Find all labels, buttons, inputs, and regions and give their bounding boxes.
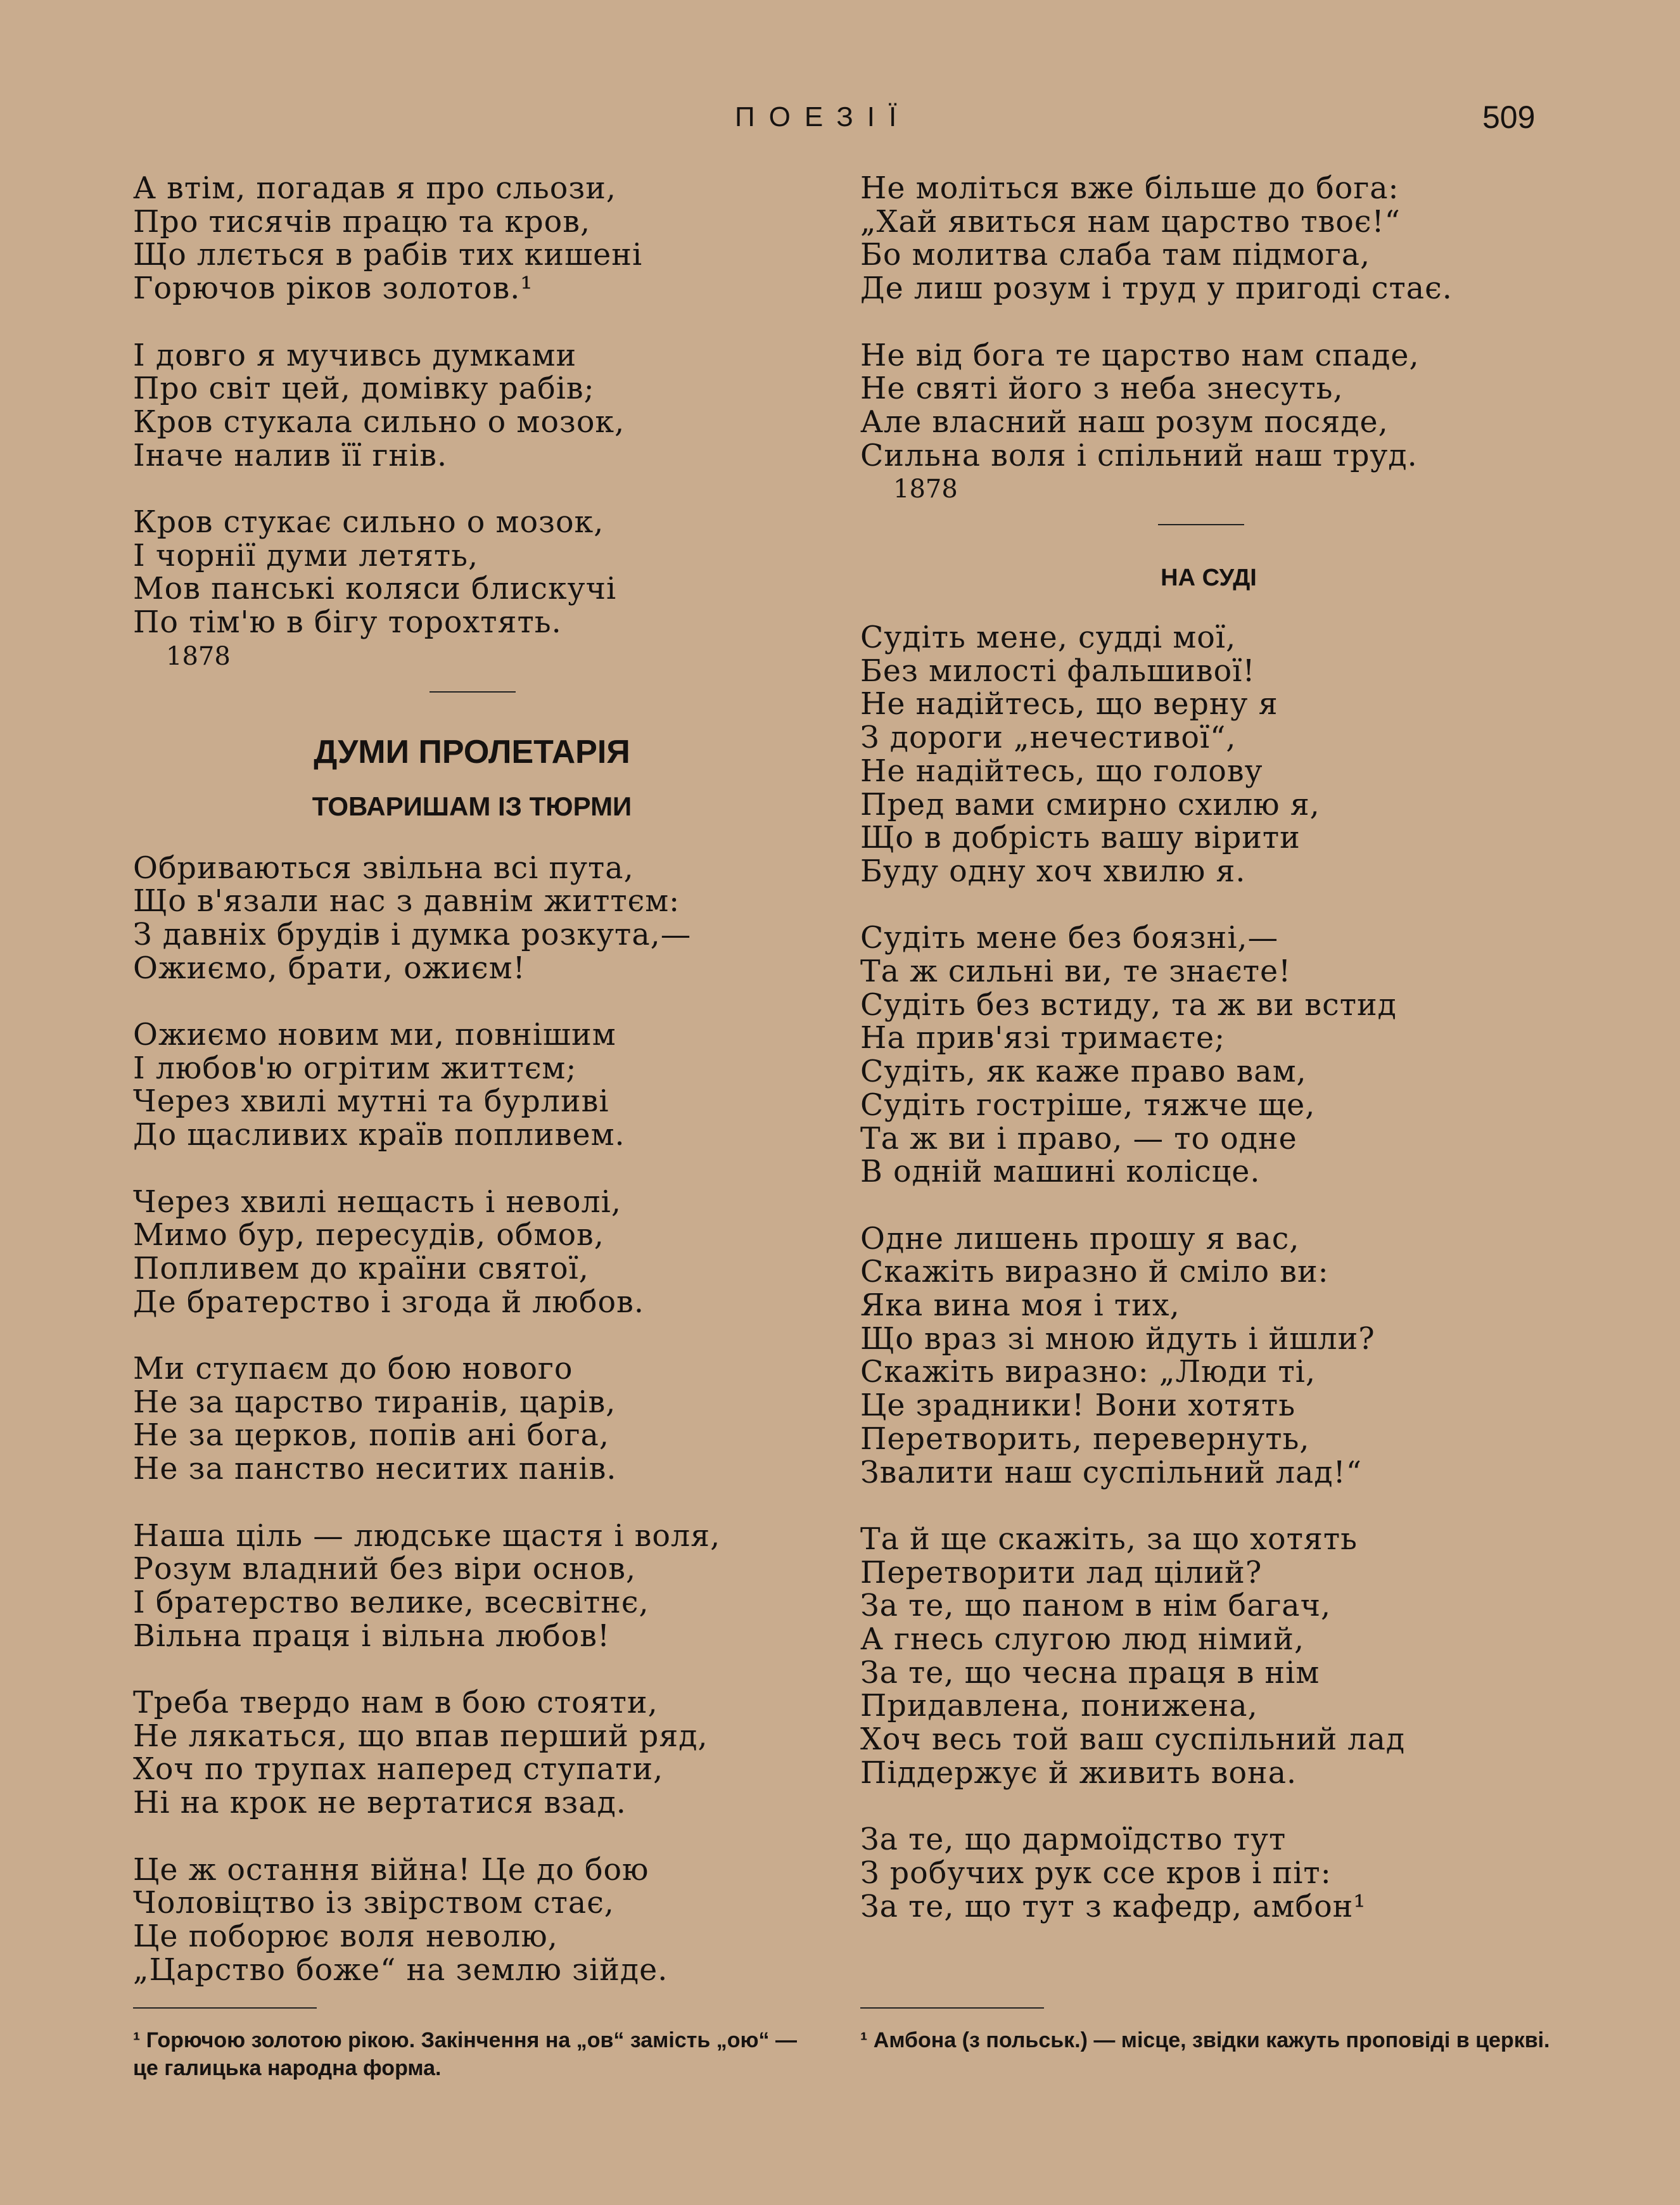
verse-line: Мимо бур, пересудів, обмов, <box>133 1218 604 1253</box>
poem-title: ДУМИ ПРОЛЕТАРІЯ <box>314 733 630 770</box>
verse-line: Судіть, як каже право вам, <box>860 1054 1307 1090</box>
verse-line: Наша ціль — людське щастя і воля, <box>133 1518 721 1554</box>
stanza <box>133 1520 843 1654</box>
verse-line: Хоч весь той ваш суспільний лад <box>860 1722 1406 1758</box>
verse-line: Через хвилі нещасть і неволі, <box>133 1184 621 1220</box>
verse-line: Але власний наш розум посяде, <box>860 404 1389 440</box>
poem-body <box>860 622 1570 1924</box>
stanza <box>860 340 1570 473</box>
verse-line: Скажіть виразно: „Люди ті, <box>860 1355 1316 1390</box>
verse-line: До щасливих країв попливем. <box>133 1118 625 1153</box>
verse-line: Кров стукала сильно о мозок, <box>133 404 625 440</box>
verse-line: Що в добрість вашу вірити <box>860 821 1301 856</box>
verse-line: „Хай явиться нам царство твоє!“ <box>860 204 1401 240</box>
stanza <box>133 172 843 306</box>
verse-line: По тім'ю в бігу торохтять. <box>133 605 562 641</box>
verse-line: А гнесь слугою люд німий, <box>860 1622 1305 1658</box>
verse-line: Ожиємо, брати, ожиєм! <box>133 950 526 986</box>
verse-line: Треба твердо нам в бою стояти, <box>133 1685 658 1721</box>
poem-continuation <box>860 172 1570 473</box>
verse-line: Судіть мене, судді мої, <box>860 620 1237 656</box>
stanza <box>133 852 843 986</box>
footnote-left <box>133 2007 824 2082</box>
verse-line: З робучих рук ссе кров і піт: <box>860 1855 1332 1891</box>
verse-line: Через хвилі мутні та бурливі <box>133 1084 609 1120</box>
running-title: ПОЕЗІЇ <box>735 101 911 132</box>
verse-line: Хоч по трупах наперед ступати, <box>133 1752 664 1787</box>
stanza <box>133 1186 843 1320</box>
verse-line: І любов'ю огрітим життєм; <box>133 1051 577 1086</box>
verse-line: Ми ступаєм до бою нового <box>133 1352 573 1387</box>
verse-line: Розум владний без віри основ, <box>133 1552 637 1587</box>
verse-line: Судіть мене без боязні,— <box>860 921 1279 956</box>
poem-continuation <box>133 172 843 640</box>
verse-line: Сильна воля і спільний наш труд. <box>860 438 1418 473</box>
verse-line: Горючов ріков золотов.¹ <box>133 271 533 307</box>
stanza <box>133 340 843 473</box>
verse-line: Піддержує й живить вона. <box>860 1755 1297 1791</box>
section-divider <box>430 691 516 693</box>
verse-line: Це ж остання війна! Це до бою <box>133 1852 649 1888</box>
stanza <box>860 1523 1570 1791</box>
footnote-right <box>860 2007 1576 2054</box>
verse-line: Судіть гостріше, тяжче ще, <box>860 1087 1316 1123</box>
verse-line: Не святі його з неба знесуть, <box>860 371 1344 407</box>
verse-line: Мов панські коляси блискучі <box>133 572 617 607</box>
footnote-rule <box>860 2007 1044 2009</box>
verse-line: З давніх брудів і думка розкута,— <box>133 917 692 952</box>
verse-line: Не від бога те царство нам спаде, <box>860 338 1420 373</box>
poem-title: НА СУДІ <box>1161 565 1257 592</box>
section-divider <box>1158 524 1244 525</box>
verse-line: Придавлена, понижена, <box>860 1689 1258 1724</box>
page-header <box>0 101 1680 146</box>
verse-line: Обриваються звільна всі пута, <box>133 850 634 886</box>
verse-line: А втім, погадав я про сльози, <box>133 171 617 206</box>
verse-line: Де лиш розум і труд у пригоді стає. <box>860 271 1453 307</box>
verse-line: Це поборює воля неволю, <box>133 1919 558 1954</box>
right-column <box>860 172 1570 1924</box>
verse-line: Буду одну хоч хвилю я. <box>860 853 1246 889</box>
verse-line: Та ж ви і право, — то одне <box>860 1121 1297 1156</box>
footnote-text: ¹ Горючою золотою рікою. Закінчення на „ов“ замість „ою“ — це галицька народна форма. <box>133 2028 797 2080</box>
verse-line: За те, що чесна праця в нім <box>860 1655 1320 1690</box>
verse-line: Не моліться вже більше до бога: <box>860 171 1399 206</box>
verse-line: Не надійтесь, що верну я <box>860 687 1278 722</box>
stanza <box>860 1223 1570 1490</box>
verse-line: Не лякаться, що впав перший ряд, <box>133 1718 708 1754</box>
verse-line: Про тисячів працю та кров, <box>133 204 591 240</box>
verse-line: Яка вина моя і тих, <box>860 1288 1180 1324</box>
verse-line: Та ж сильні ви, те знаєте! <box>860 954 1292 990</box>
verse-line: Чоловіцтво із звірством стає, <box>133 1886 614 1921</box>
verse-line: Та й ще скажіть, за що хотять <box>860 1521 1358 1557</box>
stanza <box>860 922 1570 1189</box>
verse-line: Що враз зі мною йдуть і йшли? <box>860 1321 1375 1357</box>
stanza <box>860 622 1570 889</box>
verse-line: Звалити наш суспільний лад!“ <box>860 1455 1362 1490</box>
footnote-text: ¹ Амбона (з польськ.) — місце, звідки кажуть проповіді в церкві. <box>860 2028 1550 2052</box>
verse-line: Попливем до країни святої, <box>133 1251 589 1286</box>
verse-line: Що ллється в рабів тих кишені <box>133 238 643 273</box>
verse-line: Про світ цей, домівку рабів; <box>133 371 595 407</box>
verse-line: Пред вами смирно схилю я, <box>860 787 1320 822</box>
stanza <box>133 1353 843 1486</box>
stanza <box>133 1019 843 1153</box>
stanza <box>133 1854 843 1988</box>
poem-subtitle: ТОВАРИШАМ ІЗ ТЮРМИ <box>312 791 632 821</box>
stanza <box>860 1824 1570 1924</box>
verse-line: І довго я мучивсь думками <box>133 338 577 373</box>
verse-line: Не за царство тиранів, царів, <box>133 1384 616 1420</box>
stanza <box>133 506 843 640</box>
verse-line: В одній машині колісце. <box>860 1154 1261 1190</box>
poem-date: 1878 <box>893 475 958 504</box>
verse-line: Одне лишень прошу я вас, <box>860 1221 1300 1256</box>
page-number: 509 <box>1482 99 1536 135</box>
verse-line: Судіть без встиду, та ж ви встид <box>860 987 1397 1023</box>
verse-line: За те, що тут з кафедр, амбон¹ <box>860 1889 1366 1924</box>
verse-line: Не за церков, попів ані бога, <box>133 1418 609 1454</box>
stanza <box>133 1687 843 1820</box>
verse-line: Без милості фальшивої! <box>860 653 1256 689</box>
verse-line: Перетворить, перевернуть, <box>860 1421 1310 1457</box>
verse-line: За те, що дармоїдство тут <box>860 1822 1287 1858</box>
verse-line: І чорнії думи летять, <box>133 538 479 573</box>
verse-line: За те, що паном в нім багач, <box>860 1588 1332 1624</box>
left-column <box>133 172 843 1987</box>
verse-line: Ні на крок не вертатися взад. <box>133 1786 627 1821</box>
verse-line: Що в'язали нас з давнім життєм: <box>133 884 680 919</box>
footnote-rule <box>133 2007 317 2009</box>
verse-line: На прив'язі тримаєте; <box>860 1021 1226 1056</box>
stanza <box>860 172 1570 306</box>
verse-line: Кров стукає сильно о мозок, <box>133 505 604 540</box>
poem-date: 1878 <box>166 641 231 671</box>
verse-line: Де братерство і згода й любов. <box>133 1284 644 1320</box>
verse-line: „Царство боже“ на землю зійде. <box>133 1952 668 1988</box>
verse-line: Скажіть виразно й сміло ви: <box>860 1255 1329 1290</box>
verse-line: Не за панство неситих панів. <box>133 1452 617 1487</box>
poem-body <box>133 852 843 1988</box>
verse-line: Іначе налив її гнів. <box>133 438 448 473</box>
verse-line: Не надійтесь, що голову <box>860 753 1263 789</box>
verse-line: Ожиємо новим ми, повнішим <box>133 1018 616 1053</box>
verse-line: Перетворити лад цілий? <box>860 1555 1263 1590</box>
verse-line: Бо молитва слаба там підмога, <box>860 238 1371 273</box>
verse-line: Вільна праця і вільна любов! <box>133 1618 611 1654</box>
verse-line: І братерство велике, всесвітнє, <box>133 1585 649 1620</box>
verse-line: З дороги „нечестивої“, <box>860 720 1237 756</box>
verse-line: Це зрадники! Вони хотять <box>860 1388 1296 1424</box>
